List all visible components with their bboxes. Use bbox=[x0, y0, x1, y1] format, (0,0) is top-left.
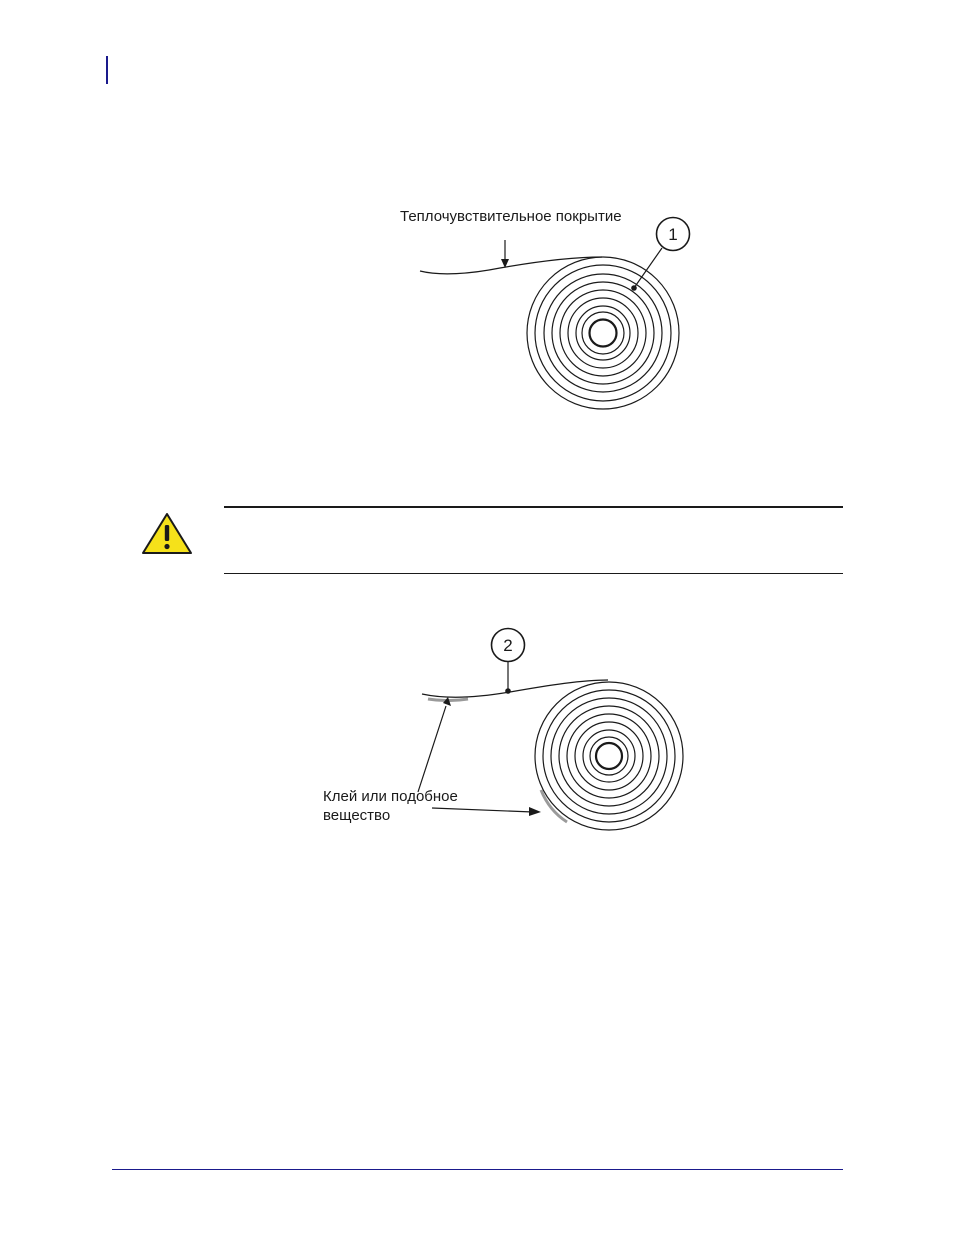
callout-2-number: 2 bbox=[503, 636, 513, 655]
roll-ring bbox=[535, 682, 683, 830]
roll-ring bbox=[575, 722, 643, 790]
roll-core bbox=[596, 743, 622, 769]
adhesive-label-line2: вещество bbox=[323, 807, 391, 824]
adhesive-arrowhead-roll bbox=[529, 807, 541, 816]
adhesive-arrow-roll bbox=[432, 808, 533, 812]
adhesive-arrow-web bbox=[418, 706, 446, 792]
roll-ring bbox=[559, 706, 659, 806]
coating-label: Теплочувствительное покрытие bbox=[400, 208, 622, 225]
roll-ring bbox=[543, 690, 675, 822]
media-web-2 bbox=[422, 680, 608, 697]
roll-ring bbox=[567, 714, 651, 798]
roll-ring bbox=[551, 698, 667, 814]
adhesive-label-line1: Клей или подобное bbox=[323, 788, 458, 805]
roll-ring bbox=[583, 730, 635, 782]
callout-2-dot bbox=[505, 688, 511, 694]
footer-rule bbox=[112, 1169, 843, 1170]
callout-1-number: 1 bbox=[668, 225, 678, 244]
